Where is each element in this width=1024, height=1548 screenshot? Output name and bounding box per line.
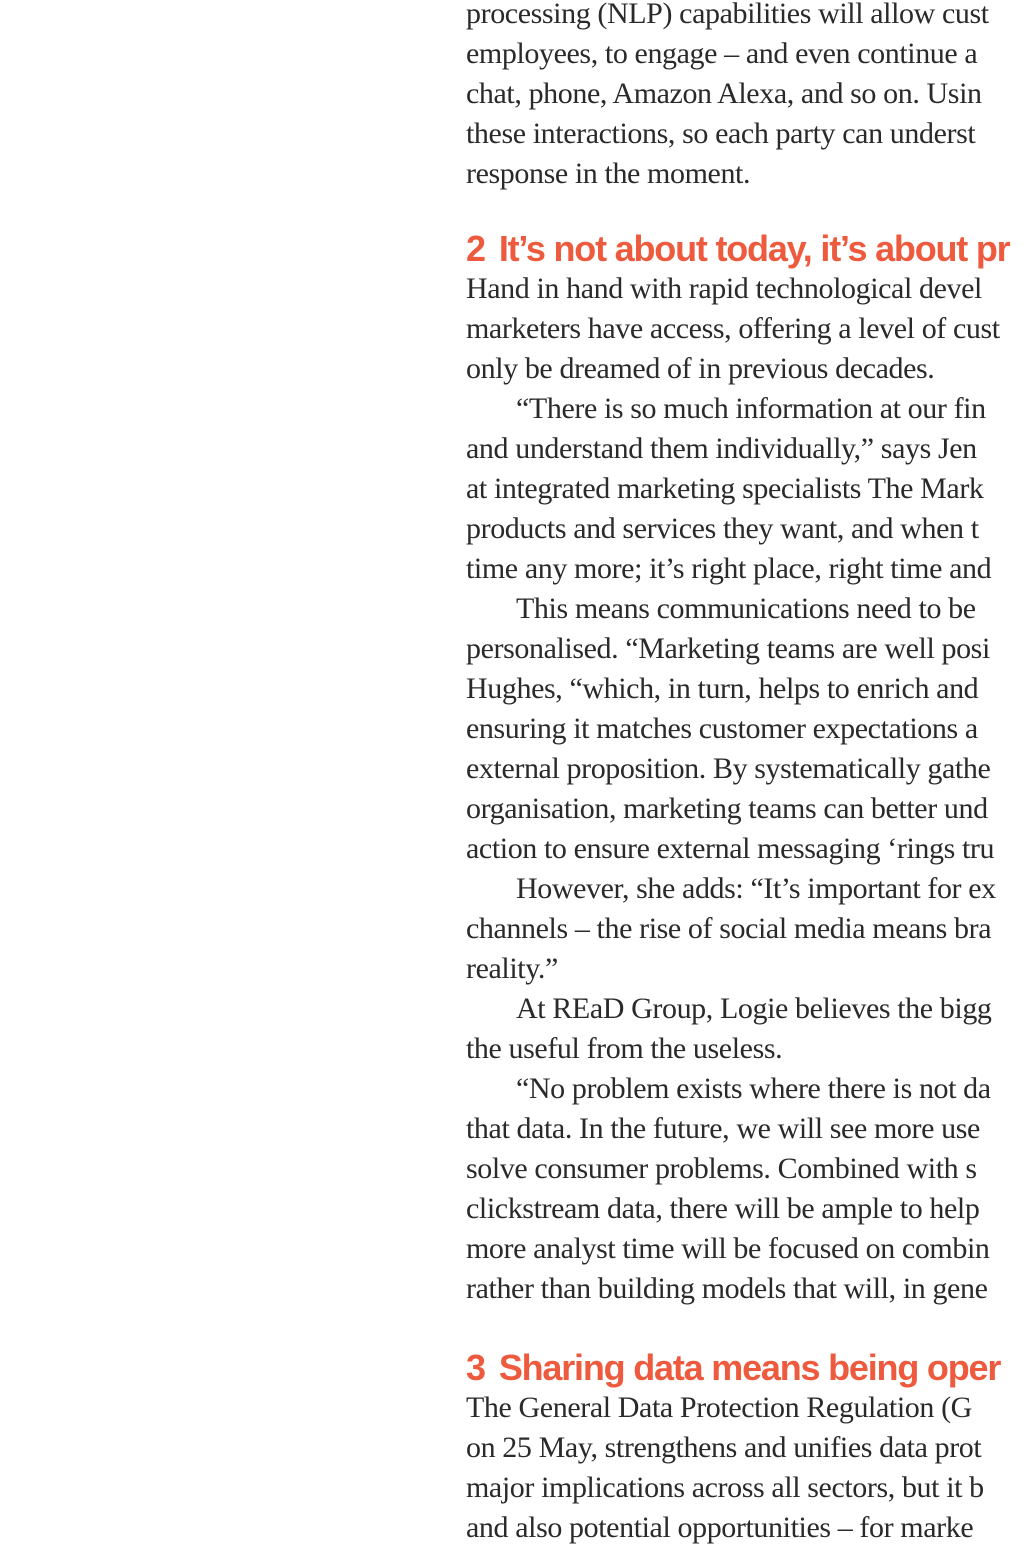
text-line: the useful from the useless. bbox=[466, 1032, 783, 1065]
text-line: reality.” bbox=[466, 952, 558, 985]
text-line: ensuring it matches customer expectations a bbox=[466, 712, 978, 745]
section-3-heading bbox=[466, 1348, 1024, 1388]
text-line: that data. In the future, we will see more use bbox=[466, 1112, 980, 1145]
section-2-heading bbox=[466, 229, 1024, 269]
text-line: only be dreamed of in previous decades. bbox=[466, 352, 935, 385]
text-line: “No problem exists where there is not da bbox=[516, 1072, 991, 1105]
text-line: marketers have access, offering a level of cust bbox=[466, 312, 1000, 345]
section-2-body bbox=[466, 269, 1024, 1309]
text-line: and understand them individually,” says Jen bbox=[466, 432, 977, 465]
text-line: channels – the rise of social media means bra bbox=[466, 912, 992, 945]
text-line: major implications across all sectors, but it b bbox=[466, 1471, 984, 1504]
text-line: at integrated marketing specialists The Mark bbox=[466, 472, 984, 505]
text-line: more analyst time will be focused on combin bbox=[466, 1232, 990, 1265]
text-line: solve consumer problems. Combined with s bbox=[466, 1152, 977, 1185]
text-line: these interactions, so each party can underst bbox=[466, 117, 976, 150]
text-line: on 25 May, strengthens and unifies data prot bbox=[466, 1431, 982, 1464]
text-line: response in the moment. bbox=[466, 157, 751, 190]
text-line: The General Data Protection Regulation (G bbox=[466, 1391, 972, 1424]
text-line: “There is so much information at our fin bbox=[516, 392, 986, 425]
text-line: organisation, marketing teams can better und bbox=[466, 792, 988, 825]
text-line: personalised. “Marketing teams are well posi bbox=[466, 632, 990, 665]
text-line: However, she adds: “It’s important for ex bbox=[516, 872, 996, 905]
section-3-body bbox=[466, 1388, 1024, 1548]
text-line: processing (NLP) capabilities will allow cust bbox=[466, 0, 989, 30]
text-line: employees, to engage – and even continue a bbox=[466, 37, 978, 70]
text-line: chat, phone, Amazon Alexa, and so on. Usin bbox=[466, 77, 982, 110]
text-line: and also potential opportunities – for marke bbox=[466, 1511, 974, 1544]
text-line: Hand in hand with rapid technological devel bbox=[466, 272, 982, 305]
intro-paragraph bbox=[466, 0, 1024, 194]
section-title: Sharing data means being oper bbox=[498, 1347, 1001, 1388]
text-line: rather than building models that will, in gene bbox=[466, 1272, 988, 1305]
article-column bbox=[466, 0, 1024, 1548]
text-line: action to ensure external messaging ‘rings tru bbox=[466, 832, 995, 865]
text-line: time any more; it’s right place, right time and bbox=[466, 552, 992, 585]
text-line: external proposition. By systematically gathe bbox=[466, 752, 991, 785]
section-number: 3 bbox=[466, 1347, 485, 1388]
text-line: Hughes, “which, in turn, helps to enrich and bbox=[466, 672, 979, 705]
section-title: It’s not about today, it’s about pr bbox=[498, 228, 1010, 269]
section-number: 2 bbox=[466, 228, 485, 269]
text-line: At REaD Group, Logie believes the bigg bbox=[516, 992, 992, 1025]
text-line: This means communications need to be bbox=[516, 592, 976, 625]
text-line: products and services they want, and when t bbox=[466, 512, 979, 545]
text-line: clickstream data, there will be ample to help bbox=[466, 1192, 980, 1225]
